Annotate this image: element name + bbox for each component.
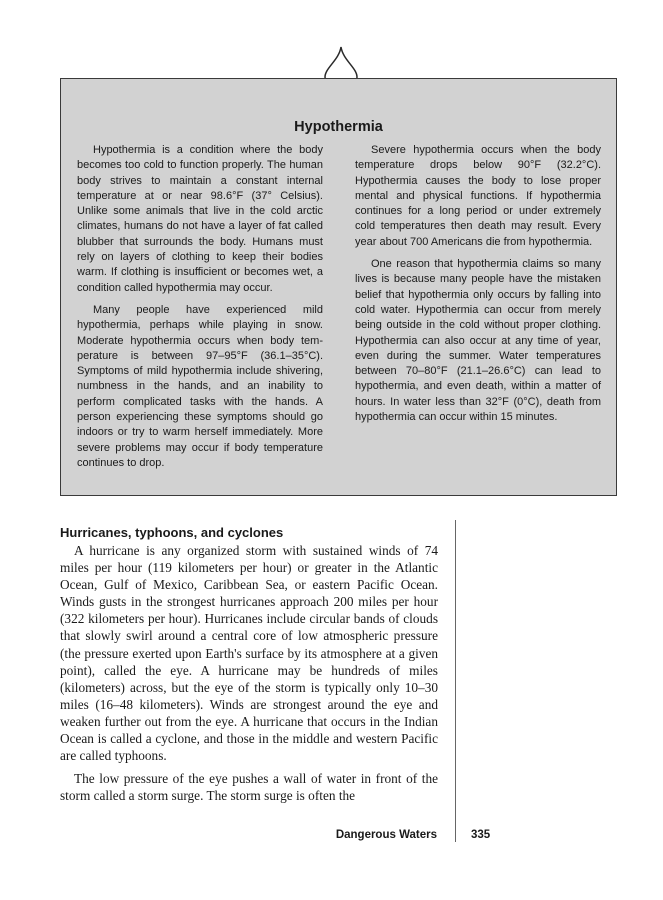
sidebar-paragraph: Hypothermia is a condition where the body becomes too cold to function properly. The human body strives to maintain a constant internal temperature at or near 98.6°F (37° Celsius). Unlike some animals that live in the cold arctic climates, humans do not have a layer of fat called blubber that surrounds the body. Humans must rely on layers of clothing to keep their bodies warm. If clothing is insufficient or becomes wet, a condition called hypothermia may occur. [77, 144, 323, 294]
running-title: Dangerous Waters [335, 829, 437, 841]
sidebar-left-column [77, 143, 323, 478]
sidebar-right-column [355, 143, 601, 432]
column-divider [455, 520, 456, 842]
sidebar-title: Hypothermia [294, 119, 383, 135]
sidebar-paragraph: Many people have experienced mild hypothermia, perhaps while playing in snow. Moderate hypothermia occurs when body temperature is between 97–95°F (36.1–35°C). Symptoms of mild hypothermia include shivering, numbness in the hands, and an inability to perform complicated tasks with the hands. A person experiencing these symptoms should go indoors or try to warm herself immediately. More severe problems may occur if body temperature continues to drop. [77, 303, 323, 469]
page-number: 335 [471, 829, 491, 841]
sidebar-paragraph: One reason that hypothermia claims so many lives is because many people have the mistaken belief that hypothermia only occurs by falling into cold water. Hypothermia can occur from merely being outside in the cold without proper clothing. Hypothermia can also occur at any time of year, even during the summer. Water temperatures between 70–80°F (21.1–26.6°C) can lead to hypothermia, and even death, within a matter of hours. In water less than 32°F (0°C), death from hypothermia can occur within 15 minutes. [355, 258, 601, 424]
body-paragraph: A hurricane is any organized storm with sustained winds of 74 miles per hour (119 kilometers per hour) or greater in the Atlantic Ocean, Gulf of Mexico, Caribbean Sea, or eastern Pacific Ocean. Winds gusts in the strongest hurricanes approach 200 miles per hour (322 kilometers per hour). Hurricanes include circular bands of clouds that slowly swirl around a central core of low atmospheric pressure (the pressure exerted upon Earth's surface by its atmosphere at a given point), called the eye. A hurricane may be hundreds of miles (kilometers) across, but the eye of the storm is typically only 10–30 miles (16–48 kilometers). Winds are strongest around the eye and weaken further out from the eye. A hurricane that occurs in the Indian Ocean is called a cyclone, and those in the middle and western Pacific are called typhoons. [60, 543, 438, 764]
body-paragraph: The low pressure of the eye pushes a wall of water in front of the storm called a storm surge. The storm surge is often the [60, 771, 438, 804]
main-text [60, 524, 438, 810]
section-heading: Hurricanes, typhoons, and cyclones [60, 525, 284, 540]
sidebar-paragraph: Severe hypothermia occurs when the body temperature drops below 90°F (32.2°C). Hypothermia causes the body to lose proper mental and physical functions. If hypothermia continues for a long period or under extremely cold temperatures then death may result. Every year about 700 Americans die from hypothermia. [355, 144, 601, 248]
hypothermia-sidebar [60, 78, 617, 496]
